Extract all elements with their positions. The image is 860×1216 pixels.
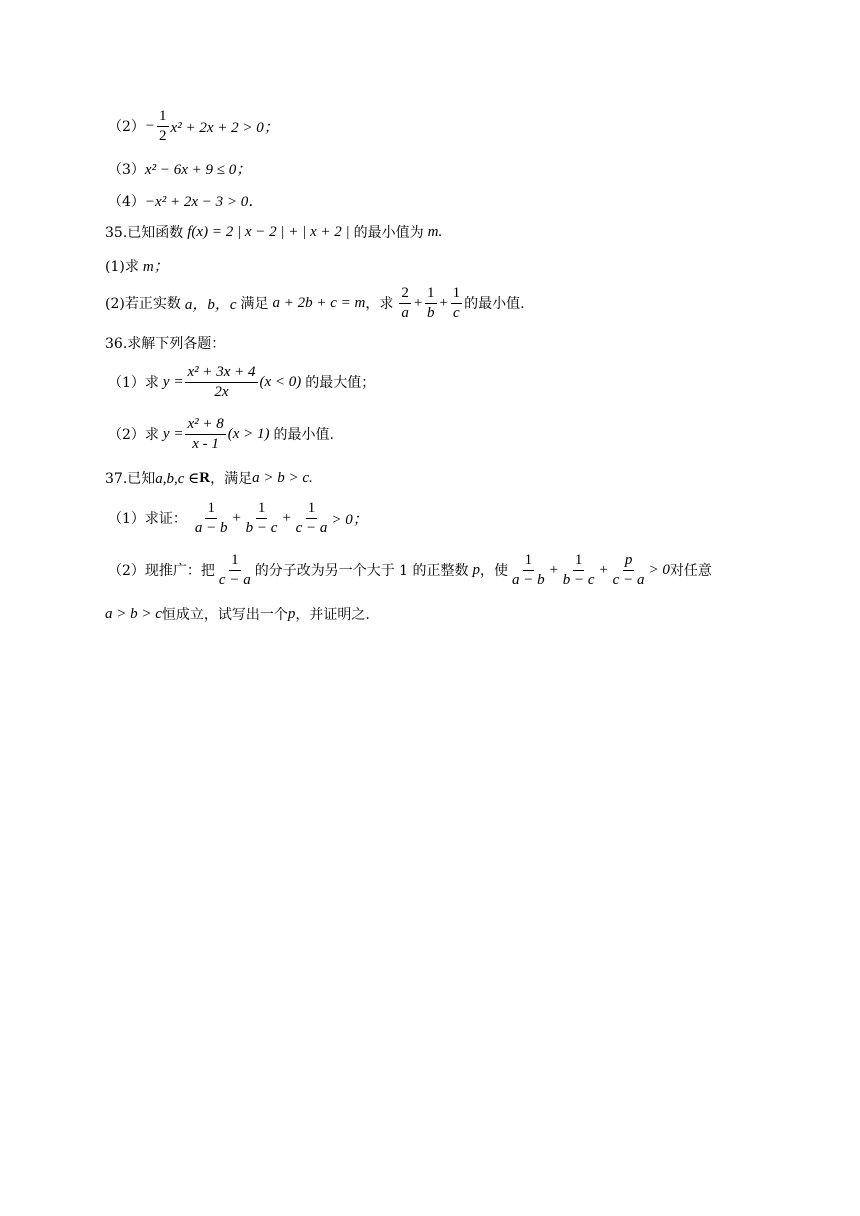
q37-part1-fraction-c (294, 500, 330, 536)
q37-part2-line2-p: p (287, 605, 296, 622)
q36-part1-numerator: x² + 3x + 4 (185, 364, 257, 383)
q37-part1-tail: > 0； (331, 511, 368, 528)
q34-part4-expression: −x² + 2x − 3 > 0． (144, 194, 264, 210)
q37-part2-end: 对任意 (669, 563, 712, 579)
q37-part2-line2-end: ，并证明之. (295, 607, 370, 623)
q37-part2-text-2: ，使 (480, 563, 509, 579)
q35-part2-vars: a，b，c (184, 296, 237, 313)
q37-part2-fraction (217, 552, 253, 588)
q36-part1-label: （1）求 (108, 375, 159, 391)
q36-part2 (108, 416, 334, 452)
q36-part2-label: （2）求 (108, 427, 159, 443)
q37-part2-line2-text: 恒成立，试写出一个 (161, 607, 288, 623)
q34-part2-fraction (157, 108, 169, 144)
q37-g1-numerator: 1 (523, 552, 535, 571)
q37-part2-f-numerator: 1 (229, 552, 241, 571)
q37-fa-denominator: a − b (194, 519, 228, 536)
q35-f3-numerator: 1 (451, 285, 463, 304)
q34-part2-fraction-denominator: 2 (159, 127, 167, 144)
q34-part2-minus: − (144, 117, 156, 134)
q37-part2-line2-condition: a > b > c (105, 605, 162, 622)
q36-part1-fraction (185, 364, 257, 400)
q37-part2: （2）现推广：把 $\frac{1}{c - a}$ 的分子改为另一个大于 1 的正整数 p ，使 $\frac{1}{a - b}$ + $\frac{1}{b - c}$ + $\frac{p}{c - a}$ > 0 对任意 (108, 552, 712, 588)
q37-part1-label: （1）求证： (108, 511, 187, 527)
q37-part2-fraction-g2 (561, 552, 597, 588)
q37-part1-fraction-a (193, 500, 230, 536)
q34-part3-label: （3） (108, 161, 145, 178)
q35-function: f(x) = 2 | x − 2 | + | x + 2 | (187, 223, 350, 240)
q37-g3-numerator: p (623, 552, 635, 571)
q35-stem-text-2: 的最小值为 (353, 225, 424, 241)
q35-f2-numerator: 1 (425, 285, 437, 304)
q34-part3 (108, 158, 251, 179)
q37-part2-tail: > 0 (648, 561, 670, 578)
q36-part2-denominator: x - 1 (192, 435, 219, 452)
q35-f1-numerator: 2 (399, 285, 411, 304)
q35-stem (105, 222, 442, 242)
q36-part1-denominator: 2x (214, 383, 229, 400)
q37-stem (105, 468, 313, 488)
q35-stem-text: 35.已知函数 (105, 225, 184, 241)
q36-part2-y: y = (162, 425, 184, 442)
q35-part1-label: (1)求 (105, 258, 139, 275)
q35-part1-m: m； (142, 259, 169, 275)
q37-g1-denominator: a − b (512, 571, 545, 588)
q35-part2-condition: a + 2b + c = m (272, 294, 366, 311)
q34-part2-label: （2） (108, 119, 145, 135)
q35-part2-text: 满足 (240, 296, 269, 312)
q34-part4-label: （4） (108, 193, 145, 210)
q36-part1-y: y = (162, 373, 184, 390)
q36-stem (105, 333, 225, 353)
q35-f3-denominator: c (453, 304, 460, 321)
q37-part2-p: p (472, 561, 481, 578)
q36-part2-fraction (185, 416, 225, 452)
q35-fraction-2-over-a (399, 285, 411, 321)
q37-part1: （1）求证： $\frac{1}{a - b}$ + $\frac{1}{b - c}$ + $\frac{1}{c - a}$ > 0； (108, 500, 368, 536)
q37-part2-f-denominator: c − a (218, 571, 251, 588)
q37-part2-fraction-g1 (510, 552, 547, 588)
q34-part2-expression: x² + 2x + 2 > 0； (170, 119, 279, 136)
q37-stem-condition: a > b > c (252, 469, 310, 486)
q35-part2-end: 的最小值. (464, 296, 525, 312)
q35-part2: (2)若正实数 a，b，c 满足 a + 2b + c = m ，求 $\frac{2}{a}$ + $\frac{1}{b}$ + $\frac{1}{c}$ 的最小值. (105, 285, 525, 321)
q36-part2-condition: (x > 1) (227, 425, 270, 442)
q35-f2-denominator: b (427, 304, 435, 321)
q37-stem-vars: a,b,c ∈ (155, 470, 200, 487)
q37-fc-denominator: c − a (295, 519, 328, 536)
q37-fb-denominator: b − c (245, 519, 278, 536)
q34-part2-fraction-numerator: 1 (157, 108, 169, 127)
q36-part2-numerator: x² + 8 (185, 416, 225, 435)
q37-part1-fraction-b (244, 500, 280, 536)
q35-part1 (105, 255, 169, 276)
q37-part2-text: 的分子改为另一个大于 1 的正整数 (254, 563, 469, 579)
q37-stem-text-2: ，满足 (210, 471, 253, 487)
q37-part2-label: （2）现推广：把 (108, 563, 215, 579)
q37-g2-numerator: 1 (573, 552, 585, 571)
q35-stem-m: m. (427, 223, 443, 240)
q37-part2-fraction-g3 (611, 552, 647, 588)
q34-part4 (108, 190, 263, 211)
q35-fraction-1-over-c (451, 285, 463, 321)
q35-part2-label: (2)若正实数 (105, 296, 181, 312)
q37-g2-denominator: b − c (562, 571, 595, 588)
q37-g3-denominator: c − a (612, 571, 645, 588)
q35-fraction-1-over-b (425, 285, 437, 321)
q37-stem-dot: . (309, 469, 313, 486)
q37-fa-numerator: 1 (205, 500, 217, 519)
q36-part1 (108, 364, 375, 400)
q34-part3-expression: x² − 6x + 9 ≤ 0； (144, 162, 252, 178)
q35-part2-text-2: ，求 (365, 296, 394, 312)
q36-part1-condition: (x < 0) (259, 373, 302, 390)
q34-part2 (108, 108, 279, 144)
q37-fc-numerator: 1 (306, 500, 318, 519)
q36-part2-end: 的最小值. (273, 427, 334, 443)
q37-part2-line2 (105, 604, 370, 624)
q37-stem-reals: R (199, 469, 211, 486)
q37-stem-text: 37.已知 (105, 471, 156, 487)
q36-stem-text: 36.求解下列各题： (105, 336, 226, 352)
q36-part1-end: 的最大值； (305, 375, 376, 391)
q37-fb-numerator: 1 (256, 500, 268, 519)
q35-f1-denominator: a (401, 304, 409, 321)
